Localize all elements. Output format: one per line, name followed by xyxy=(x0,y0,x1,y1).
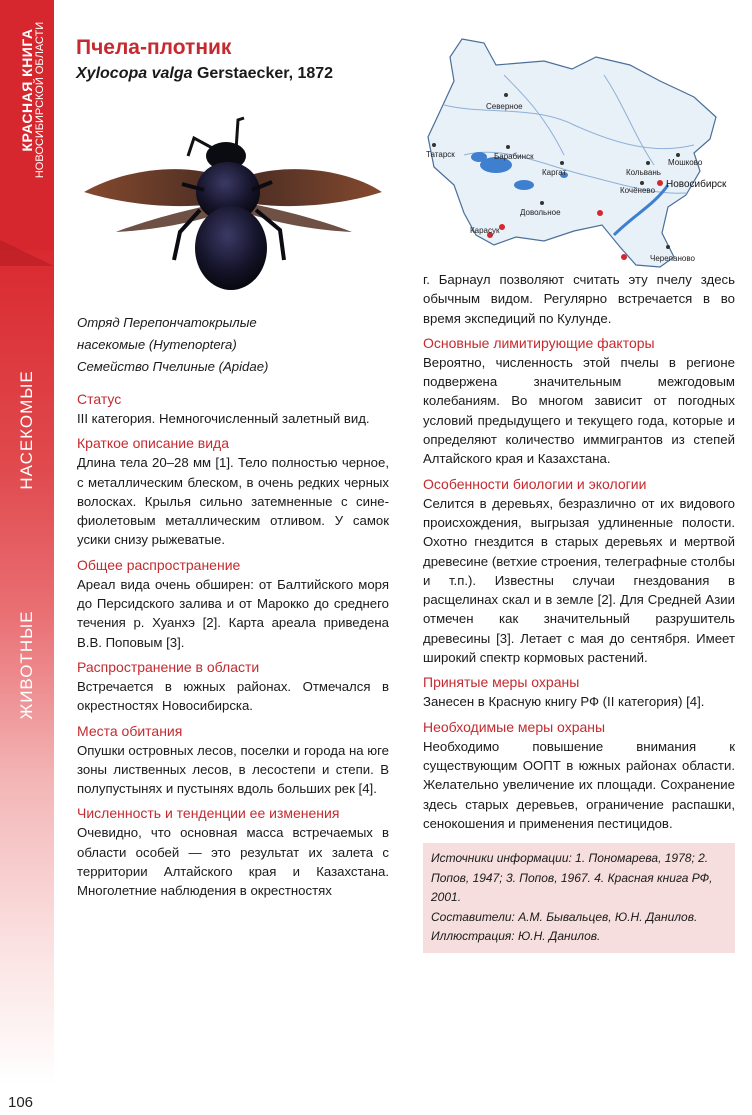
general-distribution-heading: Общее распространение xyxy=(77,556,241,573)
map-label: Барабинск xyxy=(494,152,534,161)
map-label: Кольвань xyxy=(626,168,661,177)
left-column xyxy=(77,312,389,901)
measures-taken-text: Занесен в Красную книгу РФ (II категория) [4]. xyxy=(423,694,705,710)
sidebar-wedge xyxy=(0,240,54,266)
map-label: Северное xyxy=(486,102,523,111)
map-label: Мошково xyxy=(668,158,703,167)
sidebar xyxy=(0,0,54,1115)
measures-needed-text: Необходимо повышение внимания к существующим ООПТ в южных районах области. Желательно увеличение их площади. Сохранение здесь старых деревьев, ограничение распашки, сенокошения и применения пестицидов. xyxy=(423,738,735,831)
right-column xyxy=(423,270,735,953)
habitat-text: Опушки островных лесов, поселки и города на юге зоны лиственных лесов, в лесостепи и степи. В полупустынях и пустынях вдоль больших рек [4]. xyxy=(77,742,389,797)
measures-taken-heading: Принятые меры охраны xyxy=(423,674,580,691)
limiting-factors-text: Вероятно, численность этой пчелы в регионе подвержена значительным межгодовым колебаниям. Во многом зависит от погодных условий предыдущего и текущего года, которые и определяют количество иммигрантов из степей Алтайского края и Казахстана. xyxy=(423,354,735,467)
regional-distribution-heading: Распространение в области xyxy=(77,658,260,675)
species-title: Пчела-плотник xyxy=(76,36,232,59)
measures-needed-heading: Необходимые меры охраны xyxy=(423,718,606,735)
habitat-heading: Места обитания xyxy=(77,722,183,739)
map-label: Карасук xyxy=(470,226,500,235)
map-label: Новосибирск xyxy=(666,179,727,190)
compilers-text: Составители: А.М. Бывальцев, Ю.Н. Данилов. xyxy=(431,909,698,924)
latin-name: Xylocopa valga xyxy=(76,65,193,82)
numbers-continued-text: г. Барнаул позволяют считать эту пчелу здесь обычным видом. Регулярно встречается в во время экспедиций по Кулунде. xyxy=(423,272,735,326)
map-label: Черепаново xyxy=(650,254,695,263)
kingdom-label: ЖИВОТНЫЕ xyxy=(17,610,36,720)
order-line-1: Отряд Перепончатокрылые xyxy=(77,315,257,330)
regional-distribution-text: Встречается в южных районах. Отмечался в окрестностях Новосибирска. xyxy=(77,678,389,714)
book-region: НОВОСИБИРСКОЙ ОБЛАСТИ xyxy=(34,21,46,179)
page-number: 106 xyxy=(8,1094,34,1111)
species-author: Gerstaecker, 1872 xyxy=(196,65,334,82)
book-title: КРАСНАЯ КНИГА xyxy=(19,28,35,152)
limiting-factors-heading: Основные лимитирующие факторы xyxy=(423,334,655,351)
class-label: НАСЕКОМЫЕ xyxy=(17,370,36,490)
sources-text: Источники информации: 1. Пономарева, 1978; 2. Попов, 1947; 3. Попов, 1967. 4. Красная книга РФ, 2001. xyxy=(431,851,713,905)
numbers-heading: Численность и тенденции ее изменения xyxy=(77,805,340,822)
bee-illustration xyxy=(76,100,392,300)
status-text: III категория. Немногочисленный залетный вид. xyxy=(77,411,370,426)
map-label: Кочёнево xyxy=(620,186,656,195)
map-label: Каргат xyxy=(542,168,567,177)
sources-box xyxy=(423,843,735,953)
latin-name-line xyxy=(76,65,333,83)
status-heading: Статус xyxy=(77,391,122,407)
family-line: Семейство Пчелиные (Apidae) xyxy=(77,359,269,374)
illustration-credit: Иллюстрация: Ю.Н. Данилов. xyxy=(431,929,601,944)
map-label: Довольное xyxy=(520,208,561,217)
description-text: Длина тела 20–28 мм [1]. Тело полностью черное, с металлическим блеском, в очень редких черных волосках. Крылья сильно затемненные с сине-фиолетовым металлическим отливом. У самок усики снизу рыжеватые. xyxy=(77,455,389,548)
order-line-2: насекомые (Hymenoptera) xyxy=(77,337,237,352)
biology-text: Селится в деревьях, безразлично от их видового происхождения, выгрызая удлиненные полости. Охотно гнездится в старых деревьях и мертвой древесине (ветхие строения, телеграфные столбы и т.п.). Известны случаи гнездования в расщелинах скал и в земле [2]. Для Средней Азии отмечен как значительный разрушитель древесины [3]. Летает с мая до сентября. Имеет широкий спектр кормовых растений. xyxy=(423,495,735,666)
description-heading: Краткое описание вида xyxy=(77,435,229,452)
numbers-text: Очевидно, что основная масса встречаемых в области особей — это результат их залета с территории Алтайского края и Казахстана. Многолетние наблюдения в окрестностях xyxy=(77,825,389,899)
biology-heading: Особенности биологии и экологии xyxy=(423,475,647,492)
distribution-map xyxy=(424,35,734,271)
map-label: Татарск xyxy=(426,150,455,159)
general-distribution-text: Ареал вида очень обширен: от Балтийского моря до Персидского залива и от Марокко до среднего течения р. Хуанхэ [2]. Карта ареала приведена В.В. Поповым [3]. xyxy=(77,576,389,650)
